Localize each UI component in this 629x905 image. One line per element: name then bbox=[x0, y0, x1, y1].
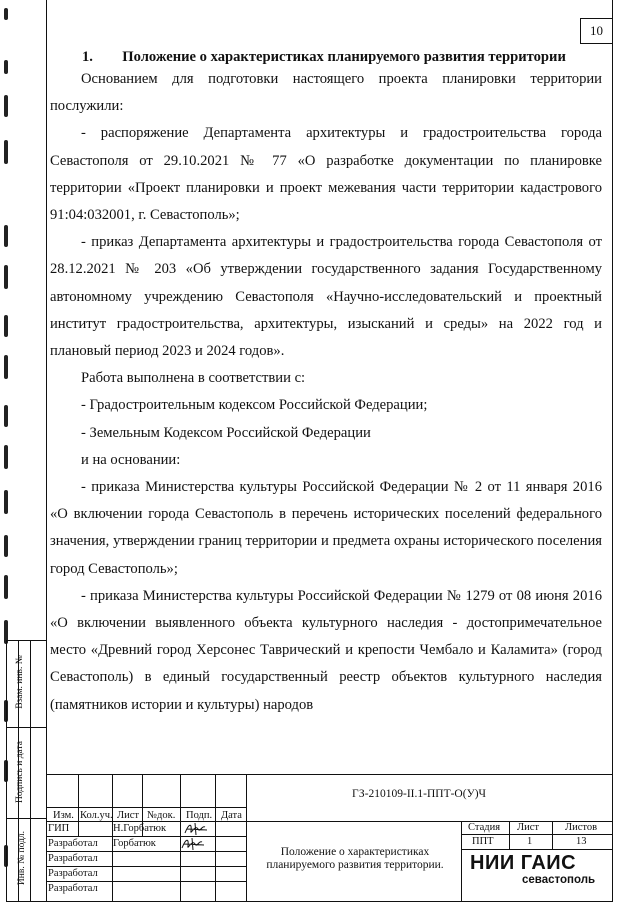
side-inv-podl: Инв. № подл. bbox=[17, 830, 27, 886]
page-number-box bbox=[580, 18, 612, 44]
role-razrabotal: Разработал bbox=[48, 868, 98, 879]
section-heading bbox=[82, 46, 607, 68]
stage-value: ППТ bbox=[472, 836, 494, 847]
org-logo bbox=[470, 852, 610, 898]
sheets-value: 13 bbox=[576, 836, 587, 847]
paragraph: - Градостроительным кодексом Российской Федерации; bbox=[81, 397, 428, 414]
sheets-label: Листов bbox=[565, 822, 598, 833]
col-header-izm: Изм. bbox=[53, 810, 74, 821]
body-text bbox=[50, 66, 602, 713]
paragraph: - приказа Министерства культуры Российской Федерации № 1279 от 08 июня 2016 «О включении выявленного объекта культурного наследия - достопримечательное место «Древний город Херсонес Таврический и крепости Чембало и Каламита» (город Севастополь) в единый государственный реестр объектов культурного наследия (памятников истории и культуры) народов bbox=[50, 587, 602, 713]
paragraph: Работа выполнена в соответствии с: bbox=[81, 370, 306, 387]
paragraph: Основанием для подготовки настоящего проекта планировки территории послужили: bbox=[50, 71, 602, 115]
heading-title: Положение о характеристиках планируемого развития территории bbox=[122, 49, 566, 65]
paragraph: - Земельным Кодексом Российской Федерации bbox=[81, 424, 371, 441]
role-razrabotal: Разработал bbox=[48, 853, 98, 864]
frame-left bbox=[46, 0, 47, 902]
col-header-podp: Подп. bbox=[186, 810, 213, 821]
stage-label: Стадия bbox=[468, 822, 501, 833]
signature-mark bbox=[183, 821, 211, 837]
role-razrabotal: Разработал bbox=[48, 883, 98, 894]
side-signature-date: Подпись и дата bbox=[15, 741, 25, 804]
name-gip: Н.Горбатюк bbox=[113, 823, 167, 834]
role-gip: ГИП bbox=[48, 823, 70, 834]
stamp-doc-title: Положение о характеристиках планируемого развития территории. bbox=[266, 846, 444, 871]
heading-number: 1. bbox=[82, 49, 93, 65]
frame-right bbox=[612, 0, 613, 902]
paragraph: - распоряжение Департамента архитектуры и градостроительства города Севастополя от 29.10.2021 № 77 «О разработке документации по планировке территории «Проект планировки и проект межевания части территории кадастрового 91:04:032001, г. Севастополь»; bbox=[50, 125, 602, 224]
document-code: ГЗ-210109-II.1-ППТ-О(У)Ч bbox=[352, 788, 487, 800]
page-number: 10 bbox=[590, 23, 603, 38]
paragraph: и на основании: bbox=[81, 451, 181, 468]
sheet-label: Лист bbox=[517, 822, 539, 833]
org-name: НИИ ГАИС bbox=[470, 852, 577, 874]
side-inv-vzam: Взам. инв. № bbox=[15, 655, 25, 709]
role-razrabotal: Разработал bbox=[48, 838, 98, 849]
col-header-kol-uch: Кол.уч. bbox=[80, 810, 113, 821]
col-header-data: Дата bbox=[221, 810, 242, 821]
paragraph: - приказа Министерства культуры Российской Федерации № 2 от 11 января 2016 «О включении города Севастополь в перечень исторических поселений федерального значения, утверждении границ территории и предмета охраны исторического поселения город Севастополь»; bbox=[50, 479, 602, 577]
org-city: севастополь bbox=[522, 874, 596, 886]
col-header-ndok: №док. bbox=[147, 810, 176, 821]
sheet-value: 1 bbox=[527, 836, 533, 847]
frame-bottom bbox=[6, 901, 613, 902]
signature-mark bbox=[180, 836, 208, 852]
name-razrabotal: Горбатюк bbox=[113, 838, 156, 849]
col-header-list: Лист bbox=[117, 810, 139, 821]
paragraph: - приказ Департамента архитектуры и градостроительства города Севастополя от 28.12.2021 № 203 «Об утверждении государственного задания Государственному автономному учреждению Севастополя «Научно-исследовательский и проектный институт градостроительства, архитектуры, изысканий и среды» на 2022 год и плановый период 2023 и 2024 годов». bbox=[50, 234, 602, 360]
